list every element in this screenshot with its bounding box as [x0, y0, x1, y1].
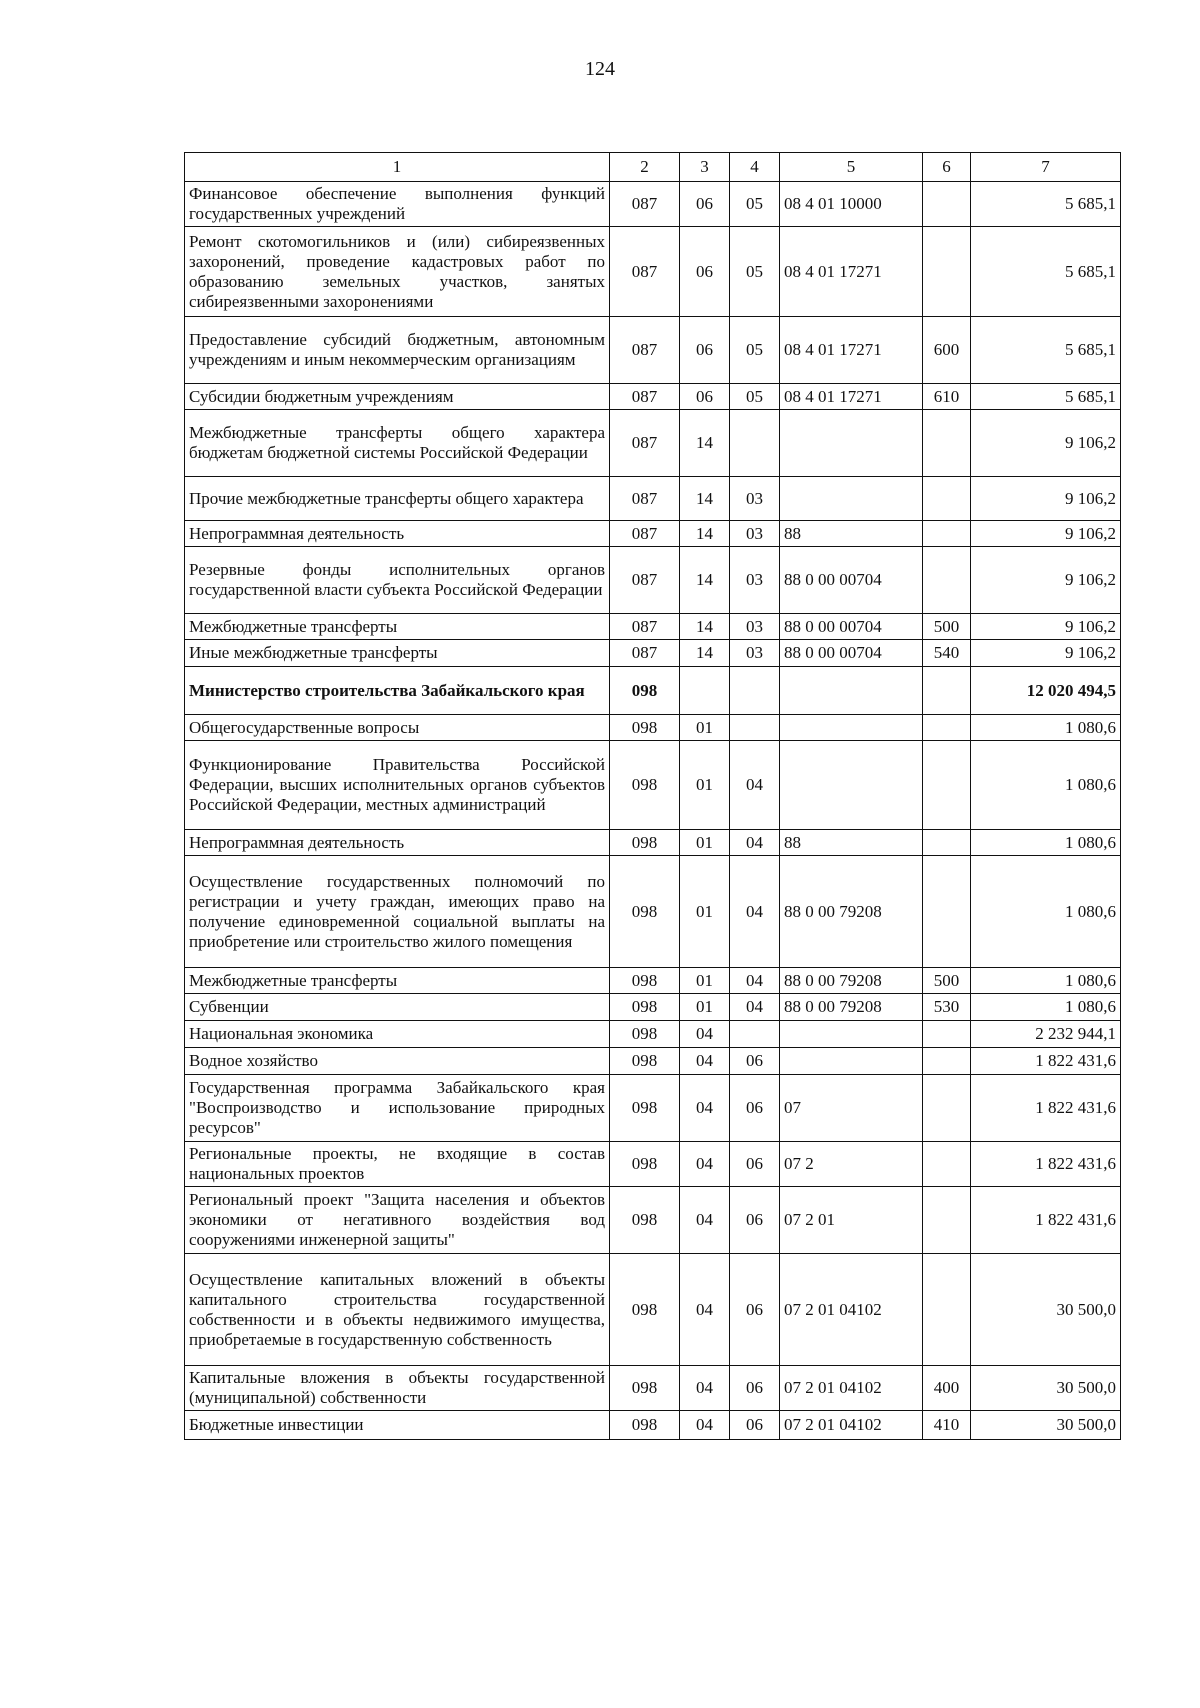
- row-name: Резервные фонды исполнительных органов государственной власти субъекта Российской Федерации: [185, 547, 610, 614]
- header-cell: 1: [185, 153, 610, 182]
- cell-code-2: 098: [610, 994, 680, 1021]
- cell-amount: 9 106,2: [971, 547, 1121, 614]
- row-name: Ремонт скотомогильников и (или) сибиреязвенных захоронений, проведение кадастровых работ по образованию земельных участков, занятых сибиреязвенными захоронениями: [185, 227, 610, 317]
- cell-code-5: 88 0 00 00704: [780, 640, 923, 667]
- cell-code-4: 05: [730, 227, 780, 317]
- table-row: [185, 547, 1121, 614]
- cell-code-3: 01: [680, 856, 730, 968]
- cell-code-4: 06: [730, 1187, 780, 1254]
- cell-amount: 1 080,6: [971, 715, 1121, 741]
- cell-code-5: 07: [780, 1075, 923, 1142]
- cell-code-2: 098: [610, 1187, 680, 1254]
- row-name: Бюджетные инвестиции: [185, 1411, 610, 1440]
- cell-amount: 9 106,2: [971, 477, 1121, 521]
- cell-code-2: 098: [610, 1021, 680, 1048]
- cell-code-3: 14: [680, 614, 730, 640]
- cell-code-4: [730, 410, 780, 477]
- cell-code-5: 88 0 00 79208: [780, 994, 923, 1021]
- cell-amount: 5 685,1: [971, 182, 1121, 227]
- cell-code-2: 087: [610, 182, 680, 227]
- cell-code-2: 098: [610, 667, 680, 715]
- cell-amount: 12 020 494,5: [971, 667, 1121, 715]
- row-name: Межбюджетные трансферты общего характера бюджетам бюджетной системы Российской Федерации: [185, 410, 610, 477]
- cell-code-4: 06: [730, 1142, 780, 1187]
- cell-code-6: [923, 1254, 971, 1366]
- cell-code-5: [780, 410, 923, 477]
- row-name: Капитальные вложения в объекты государственной (муниципальной) собственности: [185, 1366, 610, 1411]
- cell-code-3: 04: [680, 1021, 730, 1048]
- row-name: Осуществление государственных полномочий по регистрации и учету граждан, имеющих право на получение единовременной социальной выплаты на приобретение или строительство жилого помещения: [185, 856, 610, 968]
- cell-code-4: 06: [730, 1075, 780, 1142]
- cell-amount: 9 106,2: [971, 521, 1121, 547]
- cell-code-5: 07 2: [780, 1142, 923, 1187]
- cell-amount: 30 500,0: [971, 1366, 1121, 1411]
- cell-code-3: 14: [680, 477, 730, 521]
- cell-amount: 9 106,2: [971, 410, 1121, 477]
- cell-amount: 9 106,2: [971, 614, 1121, 640]
- cell-code-2: 098: [610, 1366, 680, 1411]
- row-name: Иные межбюджетные трансферты: [185, 640, 610, 667]
- cell-code-2: 087: [610, 521, 680, 547]
- cell-code-6: 540: [923, 640, 971, 667]
- cell-code-6: [923, 741, 971, 830]
- table-row: [185, 856, 1121, 968]
- cell-amount: 1 080,6: [971, 994, 1121, 1021]
- cell-code-4: 04: [730, 830, 780, 856]
- table-row: [185, 410, 1121, 477]
- cell-code-5: 07 2 01 04102: [780, 1366, 923, 1411]
- cell-code-5: 07 2 01 04102: [780, 1411, 923, 1440]
- row-name: Субсидии бюджетным учреждениям: [185, 384, 610, 410]
- cell-code-6: [923, 1021, 971, 1048]
- cell-code-3: 14: [680, 640, 730, 667]
- table-row: [185, 1187, 1121, 1254]
- cell-code-5: 88 0 00 00704: [780, 547, 923, 614]
- cell-code-5: 88: [780, 521, 923, 547]
- cell-code-3: 04: [680, 1254, 730, 1366]
- cell-amount: 1 080,6: [971, 741, 1121, 830]
- cell-code-4: 03: [730, 477, 780, 521]
- header-cell: 4: [730, 153, 780, 182]
- cell-code-2: 098: [610, 1048, 680, 1075]
- header-cell: 5: [780, 153, 923, 182]
- row-name: Региональный проект "Защита населения и объектов экономики от негативного воздействия вод сооружениями инженерной защиты": [185, 1187, 610, 1254]
- cell-code-4: 04: [730, 994, 780, 1021]
- table-row: [185, 227, 1121, 317]
- cell-code-2: 087: [610, 317, 680, 384]
- cell-code-6: [923, 856, 971, 968]
- cell-code-5: [780, 1048, 923, 1075]
- cell-code-3: 01: [680, 830, 730, 856]
- cell-code-6: [923, 182, 971, 227]
- cell-code-4: 06: [730, 1254, 780, 1366]
- cell-code-3: 06: [680, 384, 730, 410]
- cell-code-3: 04: [680, 1075, 730, 1142]
- cell-code-6: 400: [923, 1366, 971, 1411]
- row-name: Водное хозяйство: [185, 1048, 610, 1075]
- cell-code-6: [923, 1048, 971, 1075]
- header-cell: 7: [971, 153, 1121, 182]
- row-name: Межбюджетные трансферты: [185, 968, 610, 994]
- cell-code-5: 07 2 01: [780, 1187, 923, 1254]
- row-name: Министерство строительства Забайкальского края: [185, 667, 610, 715]
- cell-code-6: [923, 715, 971, 741]
- cell-amount: 1 822 431,6: [971, 1187, 1121, 1254]
- cell-code-3: 06: [680, 317, 730, 384]
- cell-code-6: [923, 547, 971, 614]
- cell-code-4: 05: [730, 317, 780, 384]
- cell-code-6: [923, 477, 971, 521]
- cell-code-3: 04: [680, 1411, 730, 1440]
- cell-code-4: 04: [730, 856, 780, 968]
- table-row: [185, 1048, 1121, 1075]
- table-row: [185, 715, 1121, 741]
- cell-code-3: 06: [680, 182, 730, 227]
- cell-code-3: 14: [680, 547, 730, 614]
- cell-code-2: 098: [610, 968, 680, 994]
- table-row: [185, 1254, 1121, 1366]
- cell-code-3: 04: [680, 1142, 730, 1187]
- cell-code-2: 098: [610, 1142, 680, 1187]
- cell-code-4: 03: [730, 521, 780, 547]
- cell-code-6: 500: [923, 614, 971, 640]
- cell-code-3: 04: [680, 1366, 730, 1411]
- table-row: [185, 614, 1121, 640]
- cell-code-4: 03: [730, 640, 780, 667]
- cell-code-2: 098: [610, 1075, 680, 1142]
- cell-code-5: 88: [780, 830, 923, 856]
- cell-code-5: 88 0 00 79208: [780, 856, 923, 968]
- table-row: [185, 317, 1121, 384]
- header-cell: 2: [610, 153, 680, 182]
- row-name: Осуществление капитальных вложений в объекты капитального строительства государственной собственности и в объекты недвижимого имущества, приобретаемые в государственную собственность: [185, 1254, 610, 1366]
- cell-code-6: 530: [923, 994, 971, 1021]
- row-name: Предоставление субсидий бюджетным, автономным учреждениям и иным некоммерческим организациям: [185, 317, 610, 384]
- cell-amount: 1 822 431,6: [971, 1048, 1121, 1075]
- row-name: Межбюджетные трансферты: [185, 614, 610, 640]
- cell-code-4: 04: [730, 968, 780, 994]
- table-row: [185, 968, 1121, 994]
- cell-code-6: [923, 830, 971, 856]
- cell-code-6: [923, 1187, 971, 1254]
- cell-code-5: 08 4 01 17271: [780, 384, 923, 410]
- cell-code-5: [780, 741, 923, 830]
- cell-code-5: 08 4 01 17271: [780, 317, 923, 384]
- cell-amount: 5 685,1: [971, 227, 1121, 317]
- cell-code-6: 410: [923, 1411, 971, 1440]
- cell-code-2: 087: [610, 227, 680, 317]
- cell-amount: 9 106,2: [971, 640, 1121, 667]
- cell-amount: 5 685,1: [971, 317, 1121, 384]
- row-name: Государственная программа Забайкальского края "Воспроизводство и использование природных ресурсов": [185, 1075, 610, 1142]
- table-row: [185, 667, 1121, 715]
- cell-code-2: 098: [610, 1254, 680, 1366]
- table-row: [185, 830, 1121, 856]
- row-name: Прочие межбюджетные трансферты общего характера: [185, 477, 610, 521]
- cell-code-5: [780, 477, 923, 521]
- header-row: [185, 153, 1121, 182]
- cell-amount: 1 822 431,6: [971, 1075, 1121, 1142]
- cell-code-6: 610: [923, 384, 971, 410]
- row-name: Субвенции: [185, 994, 610, 1021]
- cell-amount: 1 080,6: [971, 856, 1121, 968]
- cell-amount: 1 822 431,6: [971, 1142, 1121, 1187]
- cell-amount: 30 500,0: [971, 1254, 1121, 1366]
- budget-table: [184, 152, 1121, 1440]
- cell-code-4: 06: [730, 1411, 780, 1440]
- row-name: Региональные проекты, не входящие в состав национальных проектов: [185, 1142, 610, 1187]
- table-row: [185, 741, 1121, 830]
- cell-amount: 5 685,1: [971, 384, 1121, 410]
- cell-code-5: [780, 715, 923, 741]
- cell-amount: 1 080,6: [971, 830, 1121, 856]
- cell-code-4: 03: [730, 614, 780, 640]
- cell-amount: 30 500,0: [971, 1411, 1121, 1440]
- cell-code-6: [923, 410, 971, 477]
- cell-code-6: [923, 521, 971, 547]
- table-row: [185, 1142, 1121, 1187]
- table-row: [185, 1075, 1121, 1142]
- cell-code-4: 03: [730, 547, 780, 614]
- cell-code-2: 087: [610, 477, 680, 521]
- cell-amount: 1 080,6: [971, 968, 1121, 994]
- cell-code-2: 087: [610, 614, 680, 640]
- cell-code-6: [923, 667, 971, 715]
- cell-code-5: [780, 1021, 923, 1048]
- cell-code-4: [730, 715, 780, 741]
- cell-code-4: 04: [730, 741, 780, 830]
- cell-code-3: 04: [680, 1048, 730, 1075]
- cell-code-6: [923, 227, 971, 317]
- cell-code-3: [680, 667, 730, 715]
- cell-code-2: 098: [610, 741, 680, 830]
- cell-code-2: 098: [610, 715, 680, 741]
- cell-code-4: 06: [730, 1366, 780, 1411]
- cell-code-3: 01: [680, 968, 730, 994]
- row-name: Функционирование Правительства Российской Федерации, высших исполнительных органов субъектов Российской Федерации, местных администраций: [185, 741, 610, 830]
- cell-code-4: [730, 667, 780, 715]
- cell-code-2: 087: [610, 547, 680, 614]
- cell-code-2: 098: [610, 1411, 680, 1440]
- cell-code-3: 14: [680, 521, 730, 547]
- row-name: Непрограммная деятельность: [185, 830, 610, 856]
- cell-code-6: 500: [923, 968, 971, 994]
- table-row: [185, 994, 1121, 1021]
- cell-code-5: 07 2 01 04102: [780, 1254, 923, 1366]
- table-row: [185, 521, 1121, 547]
- row-name: Непрограммная деятельность: [185, 521, 610, 547]
- cell-code-3: 01: [680, 994, 730, 1021]
- cell-code-5: 08 4 01 10000: [780, 182, 923, 227]
- cell-code-5: 08 4 01 17271: [780, 227, 923, 317]
- table-row: [185, 384, 1121, 410]
- table-row: [185, 1411, 1121, 1440]
- cell-code-4: 06: [730, 1048, 780, 1075]
- table-row: [185, 1021, 1121, 1048]
- cell-code-3: 04: [680, 1187, 730, 1254]
- page-number: 124: [585, 58, 615, 80]
- header-cell: 3: [680, 153, 730, 182]
- cell-code-4: 05: [730, 182, 780, 227]
- cell-code-6: 600: [923, 317, 971, 384]
- cell-code-2: 087: [610, 384, 680, 410]
- row-name: Финансовое обеспечение выполнения функций государственных учреждений: [185, 182, 610, 227]
- header-cell: 6: [923, 153, 971, 182]
- cell-code-3: 06: [680, 227, 730, 317]
- table-row: [185, 182, 1121, 227]
- cell-code-2: 098: [610, 830, 680, 856]
- cell-code-6: [923, 1142, 971, 1187]
- cell-code-2: 087: [610, 640, 680, 667]
- cell-amount: 2 232 944,1: [971, 1021, 1121, 1048]
- cell-code-3: 14: [680, 410, 730, 477]
- cell-code-5: [780, 667, 923, 715]
- cell-code-2: 087: [610, 410, 680, 477]
- cell-code-4: [730, 1021, 780, 1048]
- table-row: [185, 477, 1121, 521]
- row-name: Общегосударственные вопросы: [185, 715, 610, 741]
- cell-code-5: 88 0 00 79208: [780, 968, 923, 994]
- cell-code-4: 05: [730, 384, 780, 410]
- table-row: [185, 1366, 1121, 1411]
- cell-code-2: 098: [610, 856, 680, 968]
- cell-code-6: [923, 1075, 971, 1142]
- cell-code-3: 01: [680, 715, 730, 741]
- row-name: Национальная экономика: [185, 1021, 610, 1048]
- table-row: [185, 640, 1121, 667]
- cell-code-5: 88 0 00 00704: [780, 614, 923, 640]
- cell-code-3: 01: [680, 741, 730, 830]
